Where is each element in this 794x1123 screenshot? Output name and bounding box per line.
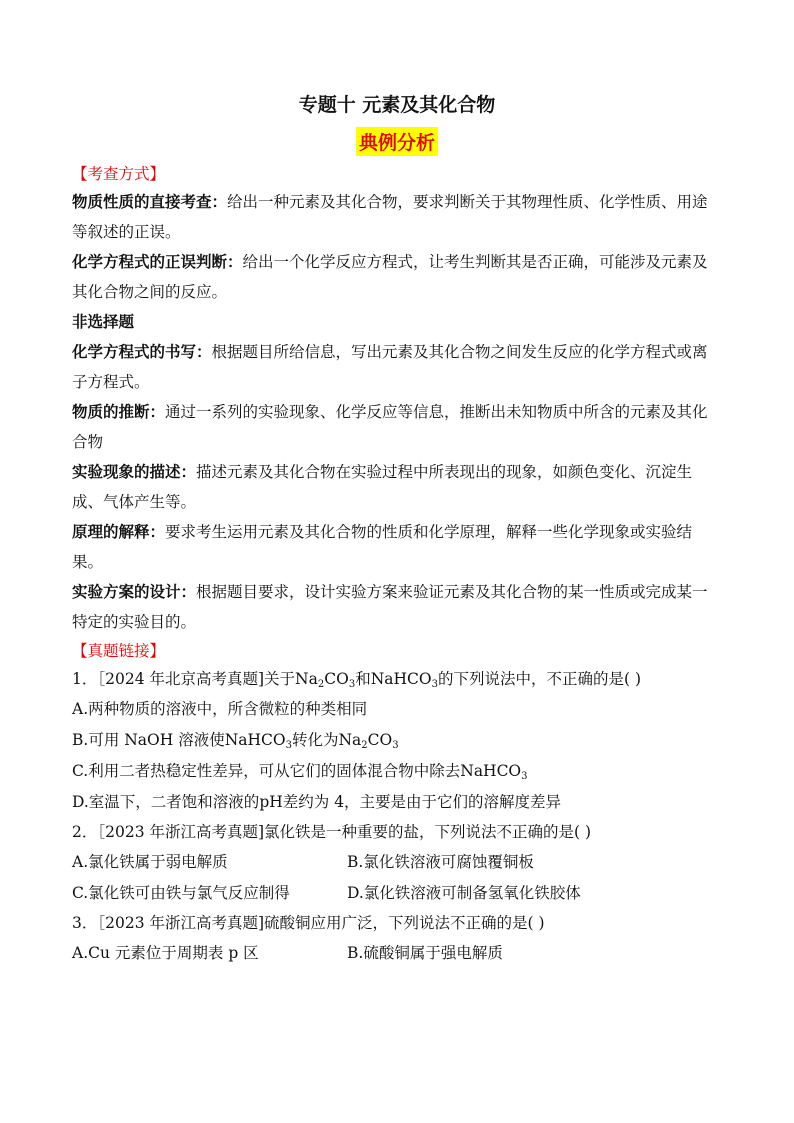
option-text: D.室温下，二者饱和溶液的 [72, 793, 260, 811]
item-label: 化学方程式的书写： [72, 343, 212, 361]
formula-na2co3 [338, 731, 398, 749]
item-label: 物质的推断： [72, 403, 166, 421]
item-text: 通过一系列的实验现象、化学反应等信息，推断出未知物质中所含的元素及其化合物 [72, 403, 708, 451]
ph-symbol: pH [259, 793, 283, 811]
item-label: 实验现象的描述： [72, 463, 197, 481]
q2-options-row [72, 847, 722, 878]
document-page [72, 90, 722, 969]
formula-na2co3 [295, 670, 355, 688]
item-text: 根据题目所给信息，写出元素及其化合物之间发生反应的化学方程式或离子方程式。 [72, 343, 708, 391]
formula-subscript: 3 [285, 740, 292, 751]
item-text: 给出一种元素及其化合物，要求判断关于其物理性质、化学性质、用途等叙述的正误。 [72, 193, 708, 241]
formula-part: Na [338, 731, 362, 749]
formula-nahco3 [371, 670, 438, 688]
question-2-stem: 2．［2023 年浙江高考真题]氯化铁是一种重要的盐，下列说法不正确的是( ) [72, 823, 592, 841]
question-3-stem: 3．［2023 年浙江高考真题]硫酸铜应用广泛，下列说法不正确的是( ) [72, 914, 545, 932]
exam-methods-heading: 【考查方式】 [72, 165, 166, 183]
item-label: 原理的解释： [72, 523, 166, 541]
nonchoice-item [72, 337, 722, 397]
formula-part: CO [367, 731, 393, 749]
q2-option-d: D.氯化铁溶液可制备氢氧化铁胶体 [347, 884, 581, 902]
q1-and: 和 [355, 670, 371, 688]
formula-subscript: 3 [392, 740, 399, 751]
q1-option-c [72, 756, 722, 787]
exam-method-item [72, 247, 722, 307]
q1-prefix: 1．［2024 年北京高考真题]关于 [72, 670, 296, 688]
formula-nahco3 [460, 762, 527, 780]
q1-option-a: A.两种物质的溶液中，所含微粒的种类相同 [72, 700, 368, 718]
formula-part: Na [295, 670, 318, 688]
option-text: 转化为 [291, 731, 339, 749]
q2-option-a: A.氯化铁属于弱电解质 [72, 853, 228, 871]
q1-suffix: 的下列说法中，不正确的是( ) [437, 670, 641, 688]
formula-part: NaHCO [370, 670, 432, 688]
item-text: 要求考生运用元素及其化合物的性质和化学原理，解释一些化学现象或实验结果。 [72, 523, 693, 571]
formula-subscript: 3 [348, 679, 356, 690]
nonchoice-item [72, 397, 722, 457]
formula-part: NaHCO [460, 762, 522, 780]
item-label: 物质性质的直接考查： [72, 193, 228, 211]
q2-options-row [72, 878, 722, 909]
option-text: C.利用二者热稳定性差异，可从它们的固体混合物中除去 [72, 762, 461, 780]
formula-subscript: 3 [521, 771, 528, 782]
section-subtitle: 典例分析 [356, 127, 438, 156]
q3-options-row [72, 938, 722, 969]
page-title: 专题十 元素及其化合物 [298, 94, 496, 116]
links-heading: 【真题链接】 [72, 642, 166, 660]
formula-nahco3 [225, 731, 292, 749]
formula-subscript: 3 [431, 679, 438, 690]
item-text: 描述元素及其化合物在实验过程中所表现出的现象，如颜色变化、沉淀生成、气体产生等。 [72, 463, 693, 511]
item-label: 实验方案的设计： [72, 583, 197, 601]
q2-option-b: B.氯化铁溶液可腐蚀覆铜板 [347, 853, 534, 871]
item-text: 给出一个化学反应方程式，让考生判断其是否正确，可能涉及元素及其化合物之间的反应。 [72, 253, 708, 301]
q2-option-c: C.氯化铁可由铁与氯气反应制得 [72, 884, 290, 902]
q1-option-b [72, 725, 722, 756]
exam-method-item [72, 187, 722, 247]
q3-option-a: A.Cu 元素位于周期表 p 区 [72, 944, 259, 962]
q1-option-d [72, 787, 722, 818]
option-text: 差约为 4，主要是由于它们的溶解度差异 [282, 793, 562, 811]
formula-part: CO [324, 670, 349, 688]
q3-option-b: B.硫酸铜属于强电解质 [347, 944, 503, 962]
formula-subscript: 2 [317, 679, 325, 690]
nonchoice-item [72, 577, 722, 637]
formula-part: NaHCO [224, 731, 286, 749]
question-1-stem [72, 665, 722, 694]
item-label: 化学方程式的正误判断： [72, 253, 243, 271]
nonchoice-heading: 非选择题 [72, 313, 135, 331]
subtitle-wrap [72, 127, 722, 156]
formula-subscript: 2 [361, 740, 368, 751]
nonchoice-item [72, 517, 722, 577]
item-text: 根据题目要求，设计实验方案来验证元素及其化合物的某一性质或完成某一特定的实验目的。 [72, 583, 708, 631]
option-text: B.可用 NaOH 溶液使 [72, 731, 225, 749]
nonchoice-item [72, 457, 722, 517]
